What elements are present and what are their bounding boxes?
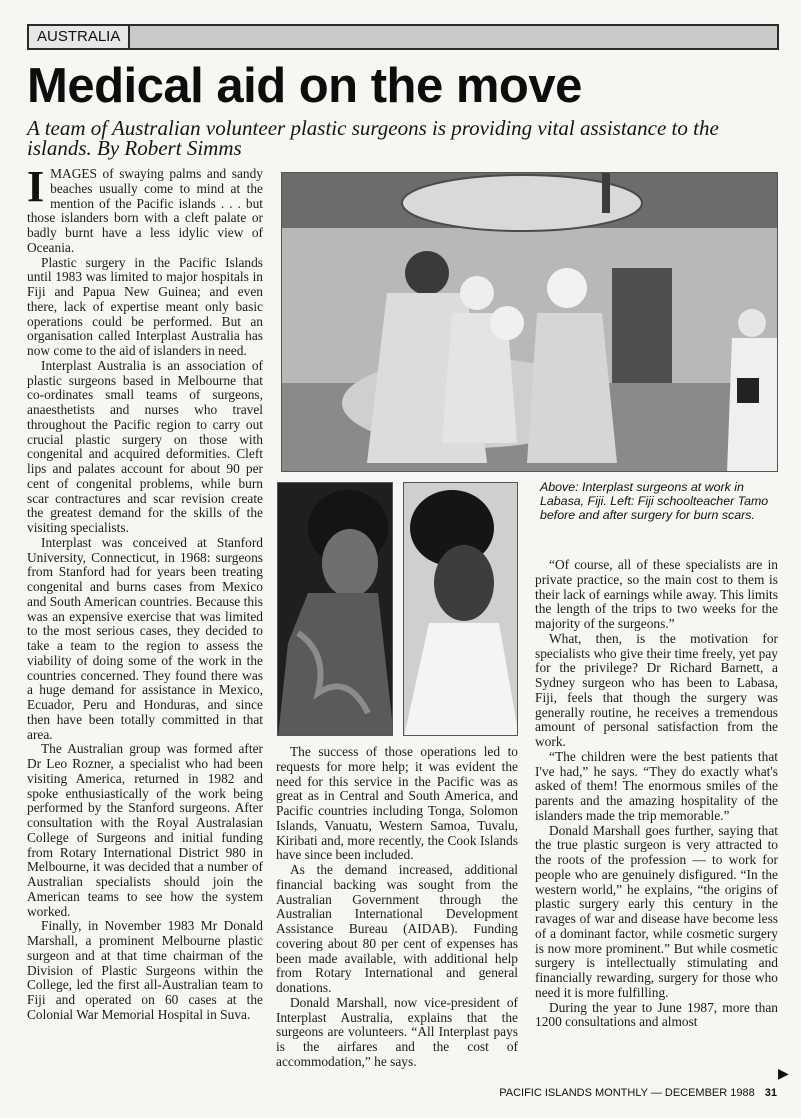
article-paragraph-10: “Of course, all of these specialists are in private practice, so the main cost to them is their lack of earnings while away. This limits the length of the trips to two weeks for the majority of the surgeons.” (535, 557, 778, 631)
publication-line: PACIFIC ISLANDS MONTHLY — DECEMBER 1988 (499, 1087, 755, 1099)
article-paragraph-12: “The children were the best patients that I've had,” he says. “They do exactly what's asked of them! The enormous smiles of the parents and the amazing hospitality of the islanders made the trip memorable.” (535, 748, 778, 823)
surgeons-operating-photo (281, 172, 778, 472)
patient-after-photo (403, 482, 518, 736)
article-paragraph-13: Donald Marshall goes further, saying that the true plastic surgeon is very attracted to the roots of the profession — to work for people who are genuinely disfigured. “In the western world,” he explains, “the origins of plastic surgery early this century in the ravages of war and disease have become less of a dominant factor, while cosmetic surgery is now more prominent.” But while cosmetic surgery is intellectually stimulating and financially rewarding, surgery for those who need it is more fulfilling. (535, 822, 778, 1000)
patient-before-photo (277, 482, 393, 736)
article-paragraph-4: Interplast was conceived at Stanford University, Connecticut, in 1968: surgeons from Stanford had for years been treating congenital and burns cases from Mexico and South American countries. Because this was an expensive exercise that was limited to the most serious cases, they decided to take a team to the region to assess the viability of doing some of the work in the countries concerned. They found there was a huge demand for assistance in Mexico, Ecuador, Peru and Honduras, and since then have been totally committed in that area. (27, 534, 263, 742)
paragraph-1-text: MAGES of swaying palms and sandy beaches usually come to mind at the mention of the Pacific islands . . . but those islanders born with a cleft palate or badly burnt have a less idylic view of Oceania. (27, 166, 263, 255)
article-paragraph-7: The success of those operations led to requests for more help; it was evident the need for this service in the Pacific was as great as in Central and South America, and Pacific countries including Tonga, Solomon Islands, Vanuatu, Western Samoa, Tuvalu, Kiribati and, more recently, the Cook Islands have since been included. (276, 744, 518, 863)
article-paragraph-9: Donald Marshall, now vice-president of Interplast Australia, explains that the surgeons are volunteers. “All Interplast pays is the airfares and the cost of accommodation,” he says. (276, 994, 518, 1069)
article-paragraph-8: As the demand increased, additional financial backing was sought from the Australian Government through the Australian International Development Assistance Bureau (AIDAB). Funding covering about 80 per cent of expenses has been made available, with additional help from Rotary International and general donations. (276, 862, 518, 995)
section-header-bar (27, 24, 779, 50)
article-headline: Medical aid on the move (27, 59, 582, 113)
photo-caption: Above: Interplast surgeons at work in Labasa, Fiji. Left: Fiji schoolteacher Tamo before and after surgery for burn scars. (540, 480, 769, 522)
article-paragraph-5: The Australian group was formed after Dr Leo Rozner, a specialist who had been visiting America, returned in 1982 and spoke enthusiastically of the work being performed by the Stanford surgeons. After consultation with the Royal Australasian College of Surgeons and initial funding from Rotary International District 980 in Melbourne, it was decided that a number of Australian specialists should join the American teams to see how the system worked. (27, 741, 263, 919)
article-paragraph-11: What, then, is the motivation for specialists who give their time freely, yet pay for the privilege? Dr Richard Barnett, a Sydney surgeon who has been to Labasa, Fiji, feels that though the surgery was generally routine, he receives a tremendous amount of personal satisfaction from the work. (535, 630, 778, 749)
article-column-1 (27, 162, 263, 1023)
article-paragraph-3: Interplast Australia is an association of plastic surgeons based in Melbourne that co-ordinates small teams of surgeons, anaesthetists and nurses who travel throughout the Pacific region to carry out crucial plastic surgery on those with congenital and acquired deformities. Cleft lips and palates account for about 90 per cent of congenital problems, while burn scar contractures and scar revision create the greatest demand for the skills of the visiting specialists. (27, 357, 263, 535)
drop-cap: I (27, 162, 45, 211)
article-paragraph-1 (27, 162, 263, 256)
article-paragraph-14: During the year to June 1987, more than 1200 consultations and almost (535, 999, 778, 1030)
surgeons-photo-illustration (282, 173, 778, 472)
article-standfirst: A team of Australian volunteer plastic surgeons is providing vital assistance to the islands. By Robert Simms (27, 116, 719, 160)
article-column-3 (535, 558, 778, 1030)
article-paragraph-2: Plastic surgery in the Pacific Islands until 1983 was limited to major hospitals in Fiji and Papua New Guinea; and even there, lack of expertise meant only basic operations could be performed. But an organisation called Interplast Australia has now come to the aid of islanders in need. (27, 254, 263, 358)
article-paragraph-6: Finally, in November 1983 Mr Donald Marshall, a prominent Melbourne plastic surgeon and at that time chairman of the Division of Plastic Surgeons within the College, led the first all-Australian team to Fiji and operated on 60 cases at the Colonial War Memorial Hospital in Suva. (27, 918, 263, 1022)
continued-arrow-icon: ▶ (778, 1067, 789, 1082)
article-column-2 (276, 745, 518, 1070)
before-photo-illustration (278, 483, 393, 736)
after-photo-illustration (404, 483, 518, 736)
section-label: AUSTRALIA (29, 26, 130, 48)
page-number: 31 (764, 1087, 777, 1099)
page-footer (499, 1087, 777, 1099)
